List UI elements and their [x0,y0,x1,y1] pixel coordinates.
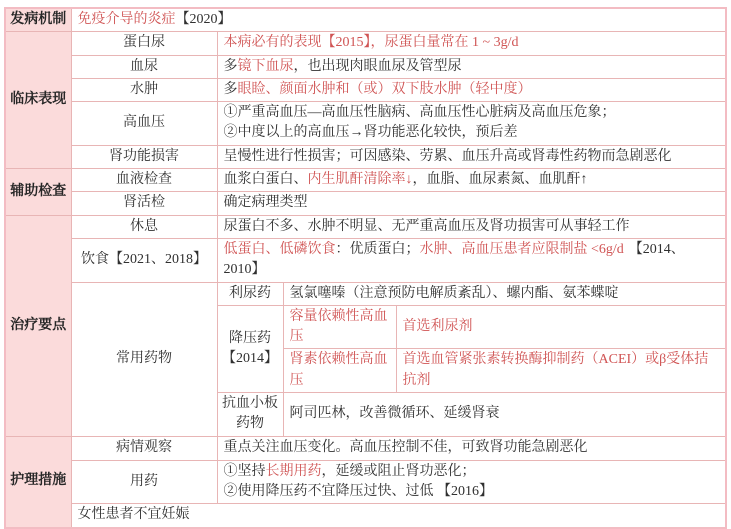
antihypertensive-label-line1: 降压药 [229,330,271,346]
table-row [5,78,726,101]
table-row [5,238,726,282]
edema-content [217,78,726,101]
observation-content: 重点关注血压变化。高血压控制不佳，可致肾功能急剧恶化 [217,436,726,460]
label-hematuria: 血尿 [71,55,217,78]
table-row [5,169,726,192]
category-mechanism: 发病机制 [5,8,71,32]
renin-dependent-drug [396,349,726,393]
label-rest: 休息 [71,215,217,238]
blood-test-tail: ，血脂、血尿素氮、血肌酐↑ [412,172,588,188]
hematuria-content [217,55,726,78]
table-row [5,436,726,460]
rest-content: 尿蛋白不多、水肿不明显、无严重高血压及肾功损害可从事轻工作 [217,215,726,238]
medication-line1-pre: ①坚持 [223,463,266,479]
biopsy-content: 确定病理类型 [217,192,726,215]
proteinuria-content [217,32,726,55]
table-row [5,55,726,78]
label-proteinuria: 蛋白尿 [71,32,217,55]
label-hypertension: 高血压 [71,102,217,146]
diet-content [217,238,726,282]
table-row [5,8,726,32]
antiplatelet-content: 阿司匹林，改善微循环、延缓肾衰 [283,393,726,437]
diet-highlight2: 水肿、高血压患者应限制盐 <6g/d [419,241,624,257]
label-blood-test: 血液检查 [71,169,217,192]
medication-line1-highlight: 长期用药 [265,463,322,479]
renal-damage-content: 呈慢性进行性损害；可因感染、劳累、血压升高或肾毒性药物而急剧恶化 [217,145,726,168]
medication-line2: ②使用降压药不宜降压过快、过低 【2016】 [223,483,493,499]
diet-mid: ：优质蛋白； [335,241,420,257]
mechanism-year: 【2020】 [175,12,232,27]
blood-test-content [217,169,726,192]
antiplatelet-label-line2: 药物 [236,416,264,432]
renin-dependent-label: 肾素依赖性高血压 [289,352,388,388]
label-observation: 病情观察 [71,436,217,460]
renin-dependent-drug-text: 首选血管紧张素转换酶抑制药（ACEI）或β受体拮抗剂 [402,352,709,388]
proteinuria-tail: ，尿蛋白量常在 1 ~ 3g/d [370,35,519,51]
label-diuretic: 利尿药 [217,282,283,305]
hypertension-line1: ①严重高血压—高血压性脑病、高血压性心脏病及高血压危象； [223,105,616,121]
volume-dependent-label: 容量依赖性高血压 [289,308,388,345]
table-row [5,145,726,168]
antihypertensive-label-line2: 【2014】 [222,350,278,366]
label-antiplatelet [217,393,283,437]
hematuria-tail: ，也出现肉眼血尿及管型尿 [293,58,462,74]
label-antihypertensive [217,305,283,392]
renin-dependent-type [283,349,396,393]
hypertension-content [217,102,726,146]
table-row [5,460,726,504]
table-row [5,504,726,528]
label-common-drugs: 常用药物 [71,282,217,436]
label-renal-damage: 肾功能损害 [71,145,217,168]
blood-test-highlight: 内生肌酐清除率↓ [307,172,413,188]
hypertension-line2: ②中度以上的高血压→肾功能恶化较快，预后差 [223,125,518,141]
label-edema: 水肿 [71,78,217,101]
antiplatelet-label-line1: 抗血小板 [222,396,278,412]
diet-highlight1: 低蛋白、低磷饮食 [223,241,336,257]
study-notes-table [4,7,727,529]
medication-line1-tail: ，延缓或阻止肾功恶化； [321,463,476,479]
table-row [5,32,726,55]
volume-dependent-drug-text: 首选利尿剂 [402,319,473,334]
category-treatment: 治疗要点 [5,215,71,436]
label-biopsy: 肾活检 [71,192,217,215]
table-row [5,282,726,305]
edema-pre: 多 [223,81,238,97]
proteinuria-highlight: 本病必有的表现【2015】 [223,35,371,51]
hematuria-pre: 多 [223,58,238,74]
label-medication: 用药 [71,460,217,504]
category-clinical: 临床表现 [5,32,71,169]
volume-dependent-type [283,305,396,349]
mechanism-highlight: 免疫介导的炎症 [77,12,176,27]
volume-dependent-drug [396,305,726,349]
diet-year: 【2014、2010】 [223,241,685,278]
blood-test-pre: 血浆白蛋白、 [223,172,308,188]
edema-highlight: 眼睑、颜面水肿和（或）双下肢水肿（轻中度） [237,81,532,97]
medication-line1 [224,462,720,482]
medication-content [217,460,726,504]
table-row [5,102,726,146]
label-diet: 饮食【2021、2018】 [71,238,217,282]
table-row [5,192,726,215]
category-auxiliary: 辅助检查 [5,169,71,216]
table-row [5,215,726,238]
diuretic-content: 氢氯噻嗪（注意预防电解质紊乱）、螺内酯、氨苯蝶啶 [283,282,726,305]
hematuria-highlight: 镜下血尿 [237,58,294,74]
category-nursing: 护理措施 [5,436,71,527]
pregnancy-content: 女性患者不宜妊娠 [71,504,726,528]
mechanism-content [71,8,726,32]
